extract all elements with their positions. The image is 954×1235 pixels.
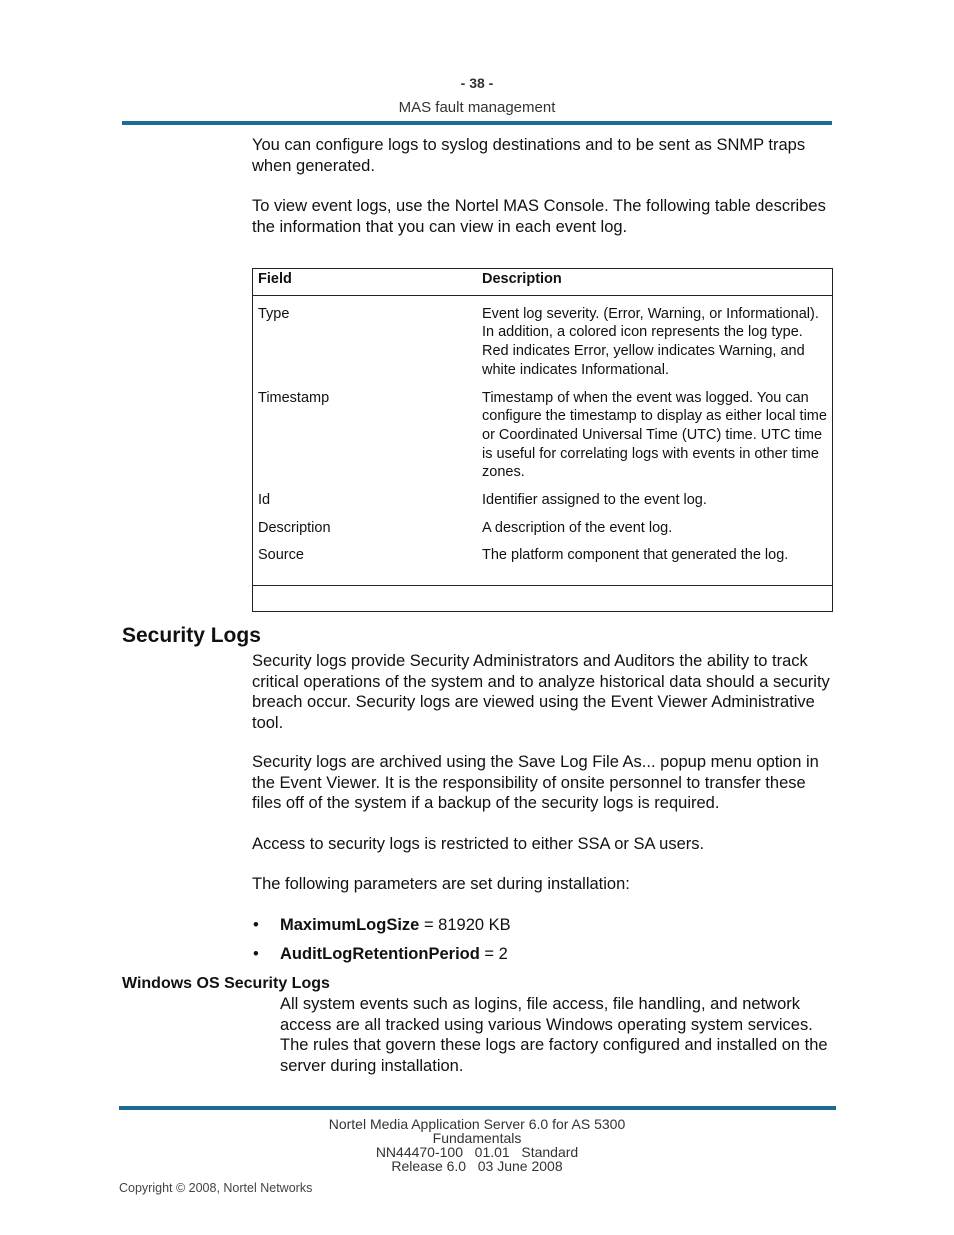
intro-paragraph-1: You can configure logs to syslog destinations and to be sent as SNMP traps when generated. [252,136,806,175]
column-header-description: Description [476,268,833,295]
page-number: - 38 - [460,75,494,91]
list-item [253,915,511,935]
windows-os-logs-heading: Windows OS Security Logs [122,975,330,992]
footer-line: NN44470-100 01.01 Standard [375,1144,579,1160]
description-cell: Event log severity. (Error, Warning, or Informational). In addition, a colored icon represents the log type. Red indicates Error, yellow indicates Warning, and white indicates Informational. [482,305,819,378]
windows-paragraph-1: All system events such as logins, file access, file handling, and network access are all tracked using various Windows operating system services. The rules that govern these logs are factory configured and installed on the server during installation. [280,995,828,1075]
table-row [252,510,833,538]
table-bottom-separator [252,585,833,586]
field-cell: Id [258,492,271,509]
copyright: Copyright © 2008, Nortel Networks [119,1181,313,1195]
table-header-row [252,268,833,295]
footer-info [0,1117,954,1173]
description-cell: Timestamp of when the event was logged. You can configure the timestamp to display as either local time or Coordinated Universal Time (UTC) time. UTC time is useful for correlating logs with events in other time zones. [482,389,827,481]
column-header-field: Field [252,268,476,295]
parameter-name: MaximumLogSize [280,916,420,934]
description-cell: The platform component that generated the log. [482,547,789,564]
footer-rule [119,1106,836,1110]
event-log-table [252,268,833,565]
table-row [252,482,833,510]
security-paragraph-3: Access to security logs is restricted to either SSA or SA users. [252,835,705,853]
footer-line: Release 6.0 03 June 2008 [391,1158,563,1174]
table-row [252,295,833,379]
description-cell: A description of the event log. [482,519,673,536]
description-cell: Identifier assigned to the event log. [482,492,707,509]
field-cell: Timestamp [258,389,330,406]
header-rule [122,121,832,125]
security-paragraph-2: Security logs are archived using the Save Log File As... popup menu option in the Event Viewer. It is the responsibility of onsite personnel to transfer these files off of the system if a backup of the security logs is required. [252,753,819,812]
security-logs-heading: Security Logs [122,624,261,647]
bullet-icon: • [253,945,259,963]
footer-line: Nortel Media Application Server 6.0 for AS 5300 [328,1116,626,1132]
field-cell: Description [258,519,331,536]
parameter-name: AuditLogRetentionPeriod [280,945,480,963]
table-row [252,537,833,565]
security-paragraph-4: The following parameters are set during installation: [252,875,630,893]
security-paragraph-1: Security logs provide Security Administrators and Auditors the ability to track critical operations of the system and to analyze historical data should a security breach occur. Security logs are viewed using the Event Viewer Administrative tool. [252,652,830,732]
parameter-value: = 81920 KB [419,916,511,934]
field-cell: Type [258,305,290,322]
table-row [252,380,833,483]
footer-line: Fundamentals [432,1130,522,1146]
list-item [253,944,508,964]
section-header: MAS fault management [398,99,556,116]
parameter-value: = 2 [479,945,508,963]
bullet-icon: • [253,916,259,934]
field-cell: Source [258,547,304,564]
intro-paragraph-2: To view event logs, use the Nortel MAS Console. The following table describes the information that you can view in each event log. [252,197,826,236]
